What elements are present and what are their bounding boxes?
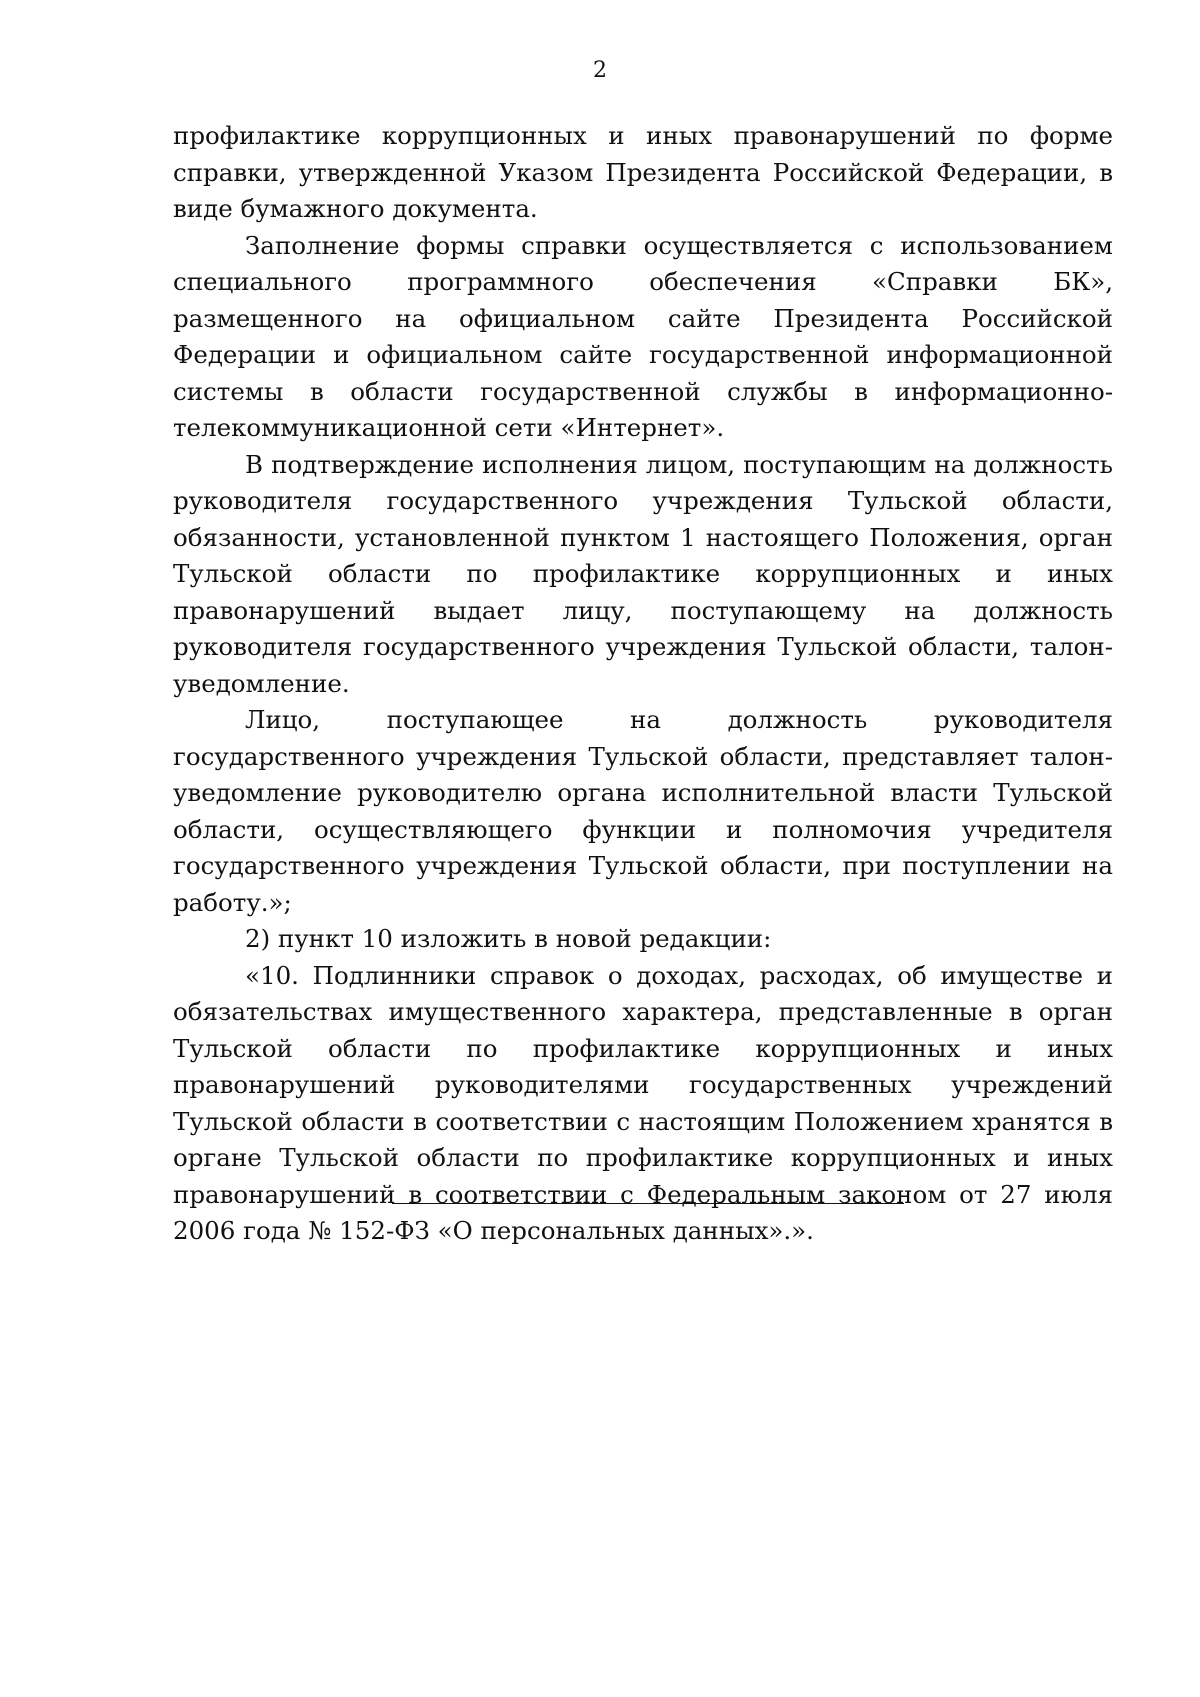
paragraph-confirmation: В подтверждение исполнения лицом, поступающим на должность руководителя государственного учреждения Тульской области, обязанности, установленной пунктом 1 настоящего Положения, орган Тульской области по профилактике коррупционных и иных правонарушений выдает лицу, поступающему на должность руководителя государственного учреждения Тульской области, талон-уведомление. — [173, 449, 1113, 698]
paragraph-form-filling: Заполнение формы справки осуществляется с использованием специального программного обеспечения «Справки БК», размещенного на официальном сайте Президента Российской Федерации и официальном сайте государственной информационной системы в области государственной службы в информационно-телекоммуникационной сети «Интернет». — [173, 230, 1113, 442]
document-body — [173, 118, 1113, 1250]
paragraph-item-2: 2) пункт 10 изложить в новой редакции: — [245, 924, 772, 953]
paragraph-coupon-notice: Лицо, поступающее на должность руководителя государственного учреждения Тульской области, представляет талон-уведомление руководителю органа исполнительной власти Тульской области, осуществляющего функции и полномочия учредителя государственного учреждения Тульской области, при поступлении на работу.»; — [173, 705, 1113, 917]
closing-divider — [392, 1203, 904, 1204]
paragraph-continuation: профилактике коррупционных и иных правонарушений по форме справки, утвержденной Указом Президента Российской Федерации, в виде бумажного документа. — [173, 121, 1113, 223]
page-number: 2 — [593, 58, 607, 83]
paragraph-item-10: «10. Подлинники справок о доходах, расходах, об имуществе и обязательствах имущественного характера, представленные в орган Тульской области по профилактике коррупционных и иных правонарушений руководителями государственных учреждений Тульской области в соответствии с настоящим Положением хранятся в органе Тульской области по профилактике коррупционных и иных правонарушений в соответствии с Федеральным законом от 27 июля 2006 года № 152-ФЗ «О персональных данных».». — [173, 960, 1113, 1245]
